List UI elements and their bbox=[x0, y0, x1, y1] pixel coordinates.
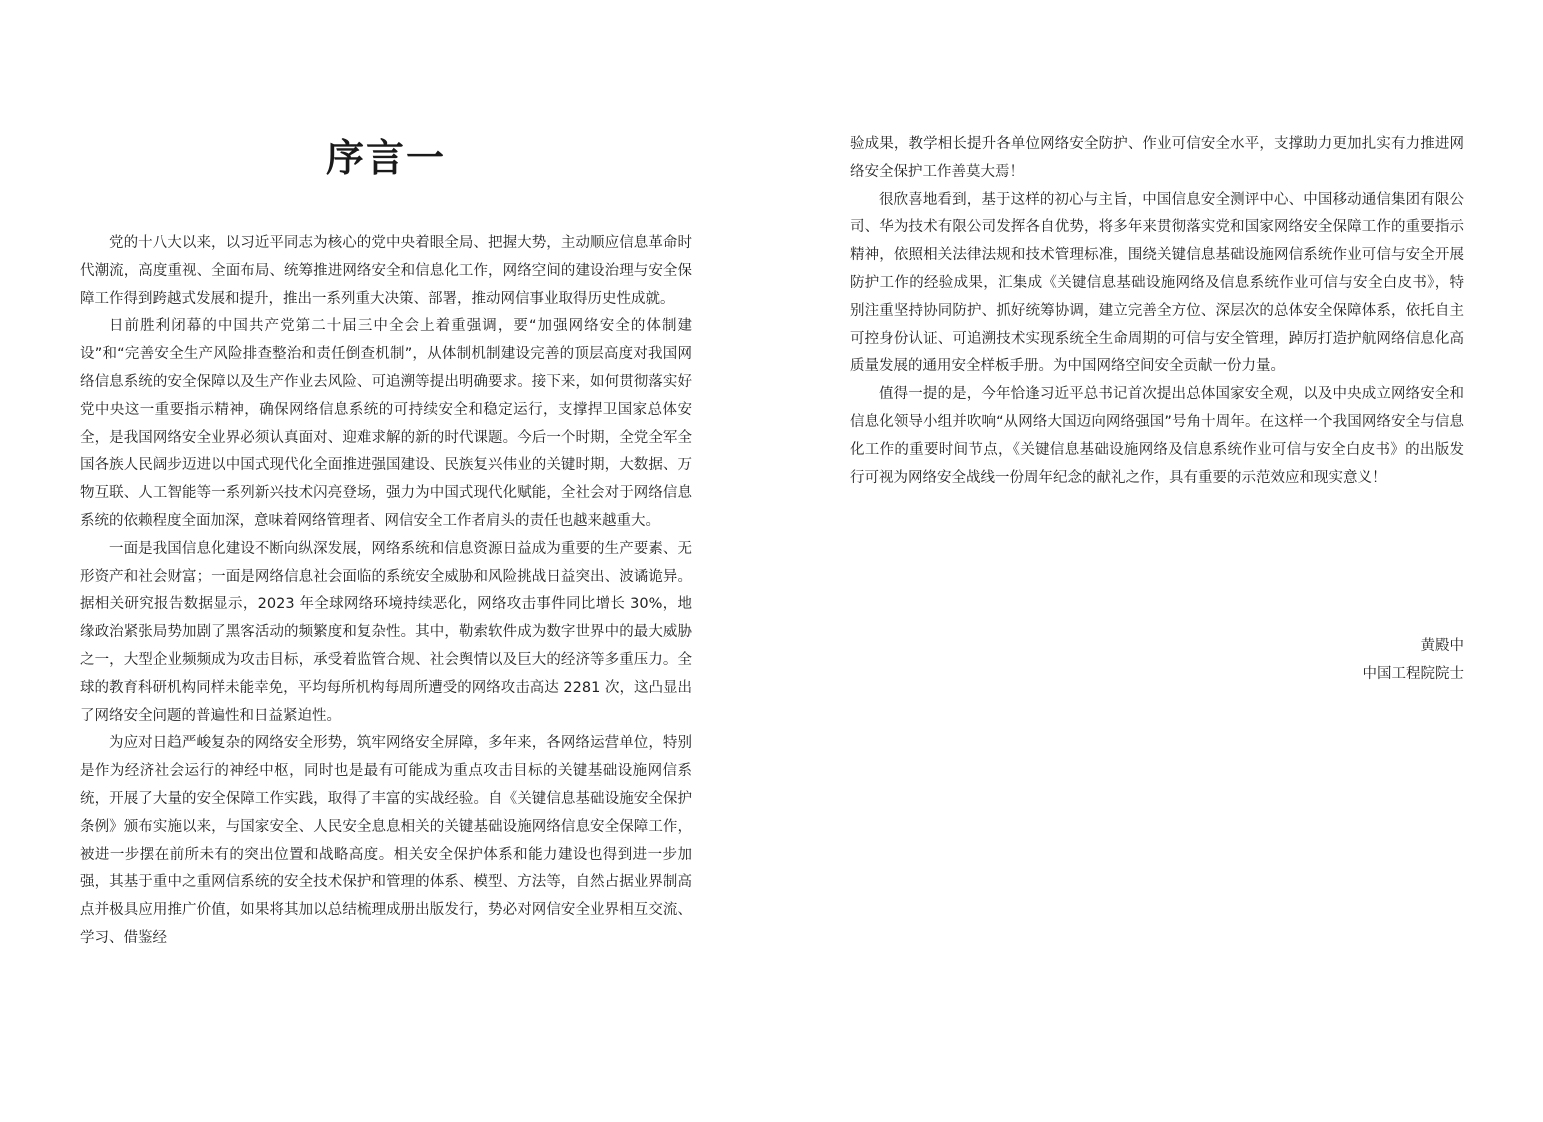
paragraph: 一面是我国信息化建设不断向纵深发展，网络系统和信息资源日益成为重要的生产要素、无形资产和社会财富；一面是网络信息社会面临的系统安全威胁和风险挑战日益突出、波谲诡异。据相关研究报告数据显示，2023 年全球网络环境持续恶化，网络攻击事件同比增长 30%，地缘政治紧张局势加剧了黑客活动的频繁度和复杂性。其中，勒索软件成为数字世界中的最大威胁之一，大型企业频频成为攻击目标，承受着监管合规、社会舆情以及巨大的经济等多重压力。全球的教育科研机构同样未能幸免，平均每所机构每周所遭受的网络攻击高达 2281 次，这凸显出了网络安全问题的普遍性和日益紧迫性。 bbox=[80, 540, 692, 724]
page-title: 序言一 bbox=[325, 136, 446, 180]
paragraph: 为应对日趋严峻复杂的网络安全形势，筑牢网络安全屏障，多年来，各网络运营单位，特别是作为经济社会运行的神经中枢，同时也是最有可能成为重点攻击目标的关键基础设施网信系统，开展了大量的安全保障工作实践，取得了丰富的实战经验。自《关键信息基础设施安全保护条例》颁布实施以来，与国家安全、人民安全息息相关的关键基础设施网络信息安全保障工作，被进一步摆在前所未有的突出位置和战略高度。相关安全保护体系和能力建设也得到进一步加强，其基于重中之重网信系统的安全技术保护和管理的体系、模型、方法等，自然占据业界制高点并极具应用推广价值，如果将其加以总结梳理成册出版发行，势必对网信安全业界相互交流、学习、借鉴经 bbox=[80, 735, 692, 946]
right-page bbox=[850, 131, 1464, 492]
paragraph: 很欣喜地看到，基于这样的初心与主旨，中国信息安全测评中心、中国移动通信集团有限公司、华为技术有限公司发挥各自优势，将多年来贯彻落实党和国家网络安全保障工作的重要指示精神，依照相关法律法规和技术管理标准，围绕关键信息基础设施网信系统作业可信与安全开展防护工作的经验成果，汇集成《关键信息基础设施网络及信息系统作业可信与安全白皮书》，特别注重坚持协同防护、抓好统筹协调，建立完善全方位、深层次的总体安全保障体系，依托自主可控身份认证、可追溯技术实现系统全生命周期的可信与安全管理，踔厉打造护航网络信息化高质量发展的通用安全样板手册。为中国网络空间安全贡献一份力量。 bbox=[850, 191, 1464, 375]
paragraph: 日前胜利闭幕的中国共产党第二十届三中全会上着重强调，要“加强网络安全的体制建设”和“完善安全生产风险排查整治和责任倒查机制”，从体制机制建设完善的顶层高度对我国网络信息系统的安全保障以及生产作业去风险、可追溯等提出明确要求。接下来，如何贯彻落实好党中央这一重要指示精神，确保网络信息系统的可持续安全和稳定运行，支撑捍卫国家总体安全，是我国网络安全业界必须认真面对、迎难求解的新的时代课题。今后一个时期，全党全军全国各族人民阔步迈进以中国式现代化全面推进强国建设、民族复兴伟业的关键时期，大数据、万物互联、人工智能等一系列新兴技术闪亮登场，强力为中国式现代化赋能，全社会对于网络信息系统的依赖程度全面加深，意味着网络管理者、网信安全工作者肩头的责任也越来越重大。 bbox=[80, 318, 692, 529]
author-affiliation: 中国工程院院士 bbox=[1362, 666, 1464, 682]
author-name: 黄殿中 bbox=[1420, 638, 1464, 654]
left-page bbox=[80, 130, 692, 953]
signature-block bbox=[1363, 632, 1465, 688]
paragraph-continuation: 验成果，教学相长提升各单位网络安全防护、作业可信安全水平，支撑助力更加扎实有力推进网络安全保护工作善莫大焉！ bbox=[850, 136, 1464, 180]
paragraph: 值得一提的是，今年恰逢习近平总书记首次提出总体国家安全观，以及中央成立网络安全和信息化领导小组并吹响“从网络大国迈向网络强国”号角十周年。在这样一个我国网络安全与信息化工作的重要时间节点，《关键信息基础设施网络及信息系统作业可信与安全白皮书》的出版发行可视为网络安全战线一份周年纪念的献礼之作，具有重要的示范效应和现实意义！ bbox=[850, 386, 1464, 486]
paragraph: 党的十八大以来，以习近平同志为核心的党中央着眼全局、把握大势，主动顺应信息革命时代潮流，高度重视、全面布局、统筹推进网络安全和信息化工作，网络空间的建设治理与安全保障工作得到跨越式发展和提升，推出一系列重大决策、部署，推动网信事业取得历史性成就。 bbox=[80, 235, 692, 307]
